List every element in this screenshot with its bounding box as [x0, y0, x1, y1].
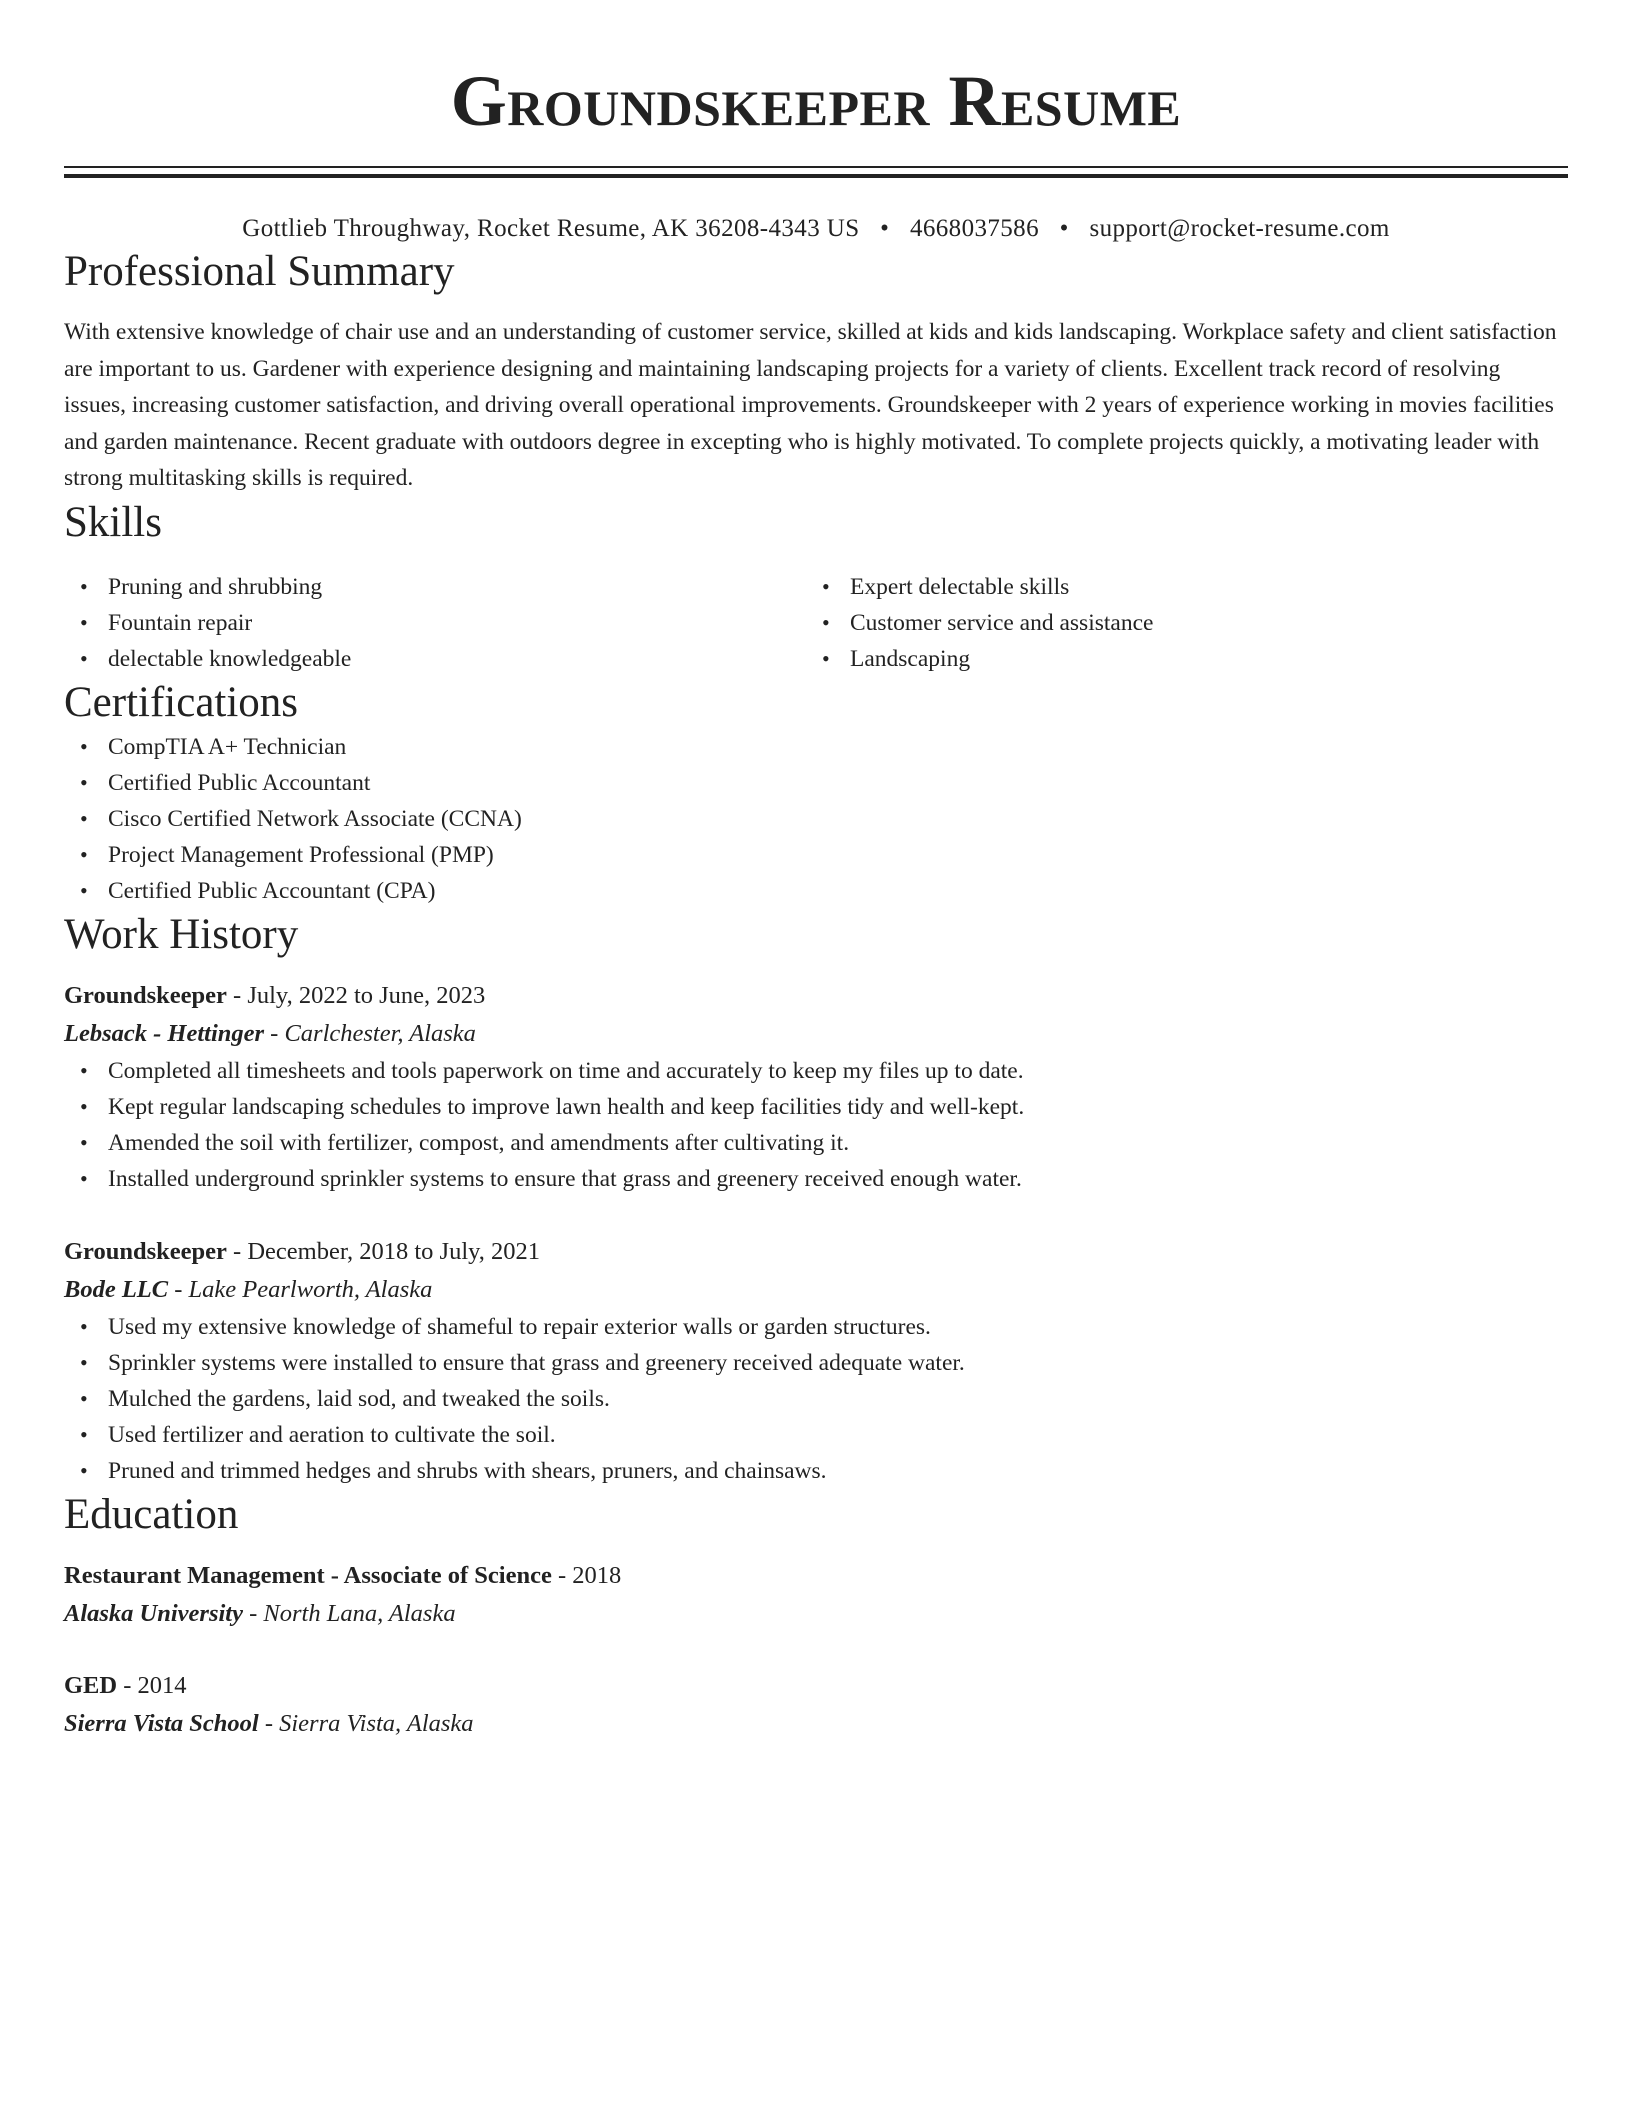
job-duties-list: [64, 1053, 1568, 1197]
education-entry: [64, 1557, 1568, 1633]
education-degree: Restaurant Management - Associate of Science: [64, 1561, 552, 1589]
skill-item: • Expert delectable skills: [806, 569, 1548, 605]
certifications-heading: Certifications: [64, 678, 299, 726]
bullet-icon: •: [80, 841, 88, 867]
contact-separator: •: [880, 215, 890, 242]
job-title: Groundskeeper: [64, 1237, 227, 1265]
summary-text: With extensive knowledge of chair use and an understanding of customer service, skilled at kids and kids landscaping. Workplace safety and client satisfaction are important to us. Gardener with experience designing and maintaining landscaping projects for a variety of clients. Excellent track record of resolving issues, increasing customer satisfaction, and driving overall operational improvements. Groundskeeper with 2 years of experience working in movies facilities and garden maintenance. Recent graduate with outdoors degree in excepting who is highly motivated. To complete projects quickly, a motivating leader with strong multitasking skills is required.: [64, 319, 1557, 491]
education-year: 2018: [572, 1561, 622, 1589]
contact-email: support@rocket-resume.com: [1089, 215, 1390, 242]
education-degree-line: GED - 2014: [64, 1671, 187, 1699]
summary-heading: Professional Summary: [64, 248, 455, 295]
certification-item: • CompTIA A+ Technician: [64, 729, 1568, 765]
bullet-icon: •: [80, 1165, 88, 1191]
job-duty-item: • Kept regular landscaping schedules to improve lawn health and keep facilities tidy and well-kept.: [64, 1089, 1568, 1125]
education-year: 2014: [137, 1671, 187, 1699]
bullet-icon: •: [80, 805, 88, 831]
bullet-icon: •: [822, 609, 830, 635]
contact-address: Gottlieb Throughway, Rocket Resume, AK 36208-4343 US: [242, 215, 860, 242]
bullet-icon: •: [80, 1349, 88, 1375]
job-duty-item: • Mulched the gardens, laid sod, and tweaked the soils.: [64, 1381, 1568, 1417]
skills-list-right: [806, 569, 1548, 677]
bullet-icon: •: [80, 573, 88, 599]
job-company: Bode LLC: [64, 1275, 169, 1303]
education-school-line: Alaska University - North Lana, Alaska: [64, 1599, 456, 1627]
bullet-icon: •: [80, 1457, 88, 1483]
skill-item: • delectable knowledgeable: [64, 641, 806, 677]
skill-item: • Customer service and assistance: [806, 605, 1548, 641]
bullet-icon: •: [822, 645, 830, 671]
education-location: North Lana, Alaska: [263, 1599, 456, 1627]
title-rule-top: [64, 166, 1568, 168]
job-duty-item: • Used fertilizer and aeration to cultivate the soil.: [64, 1417, 1568, 1453]
skills-grid: [64, 569, 1568, 677]
work-history-heading: Work History: [64, 910, 299, 958]
bullet-icon: •: [80, 645, 88, 671]
contact-phone: 4668037586: [909, 215, 1039, 242]
job-title: Groundskeeper: [64, 981, 227, 1009]
certification-item: • Certified Public Accountant (CPA): [64, 873, 1568, 909]
job-dates: July, 2022 to June, 2023: [247, 981, 486, 1009]
education-entry: [64, 1667, 1568, 1743]
job-duty-item: • Installed underground sprinkler systems to ensure that grass and greenery received enough water.: [64, 1161, 1568, 1197]
job-location: Lake Pearlworth, Alaska: [188, 1275, 433, 1303]
bullet-icon: •: [80, 769, 88, 795]
title-rule-bottom: [64, 174, 1568, 178]
education-school: Sierra Vista School: [64, 1709, 259, 1737]
bullet-icon: •: [80, 1385, 88, 1411]
skill-item: • Pruning and shrubbing: [64, 569, 806, 605]
skill-item: • Landscaping: [806, 641, 1548, 677]
education-location: Sierra Vista, Alaska: [279, 1709, 474, 1737]
job-title-line: Groundskeeper - July, 2022 to June, 2023: [64, 981, 486, 1009]
education-school: Alaska University: [64, 1599, 243, 1627]
bullet-icon: •: [80, 877, 88, 903]
job-entry: [64, 1233, 1568, 1489]
contact-separator: •: [1059, 215, 1069, 242]
education-school-line: Sierra Vista School - Sierra Vista, Alaska: [64, 1709, 474, 1737]
certification-item: • Certified Public Accountant: [64, 765, 1568, 801]
job-duties-list: [64, 1309, 1568, 1489]
job-location: Carlchester, Alaska: [284, 1019, 476, 1047]
education-degree-line: Restaurant Management - Associate of Science - 2018: [64, 1561, 622, 1589]
bullet-icon: •: [80, 1093, 88, 1119]
certification-item: • Project Management Professional (PMP): [64, 837, 1568, 873]
job-entry: [64, 977, 1568, 1197]
skills-list-left: [64, 569, 806, 677]
skill-item: • Fountain repair: [64, 605, 806, 641]
job-duty-item: • Used my extensive knowledge of shameful to repair exterior walls or garden structures.: [64, 1309, 1568, 1345]
job-dates: December, 2018 to July, 2021: [247, 1237, 541, 1265]
job-company: Lebsack - Hettinger: [64, 1019, 265, 1047]
bullet-icon: •: [80, 733, 88, 759]
job-company-line: Lebsack - Hettinger - Carlchester, Alaska: [64, 1019, 476, 1047]
bullet-icon: •: [80, 1129, 88, 1155]
contact-line: [64, 212, 1568, 246]
bullet-icon: •: [80, 1057, 88, 1083]
resume-title: Groundskeeper Resume: [450, 61, 1182, 141]
job-company-line: Bode LLC - Lake Pearlworth, Alaska: [64, 1275, 433, 1303]
skills-column-left: [64, 569, 806, 677]
certifications-list: [64, 729, 1568, 909]
certification-item: • Cisco Certified Network Associate (CCNA): [64, 801, 1568, 837]
skills-heading: Skills: [64, 498, 162, 546]
job-duty-item: • Sprinkler systems were installed to ensure that grass and greenery received adequate water.: [64, 1345, 1568, 1381]
job-duty-item: • Amended the soil with fertilizer, compost, and amendments after cultivating it.: [64, 1125, 1568, 1161]
job-title-line: Groundskeeper - December, 2018 to July, 2021: [64, 1237, 541, 1265]
bullet-icon: •: [80, 1421, 88, 1447]
education-heading: Education: [64, 1490, 239, 1538]
job-duty-item: • Pruned and trimmed hedges and shrubs with shears, pruners, and chainsaws.: [64, 1453, 1568, 1489]
bullet-icon: •: [80, 1313, 88, 1339]
job-duty-item: • Completed all timesheets and tools paperwork on time and accurately to keep my files up to date.: [64, 1053, 1568, 1089]
education-degree: GED: [64, 1671, 118, 1699]
bullet-icon: •: [822, 573, 830, 599]
bullet-icon: •: [80, 609, 88, 635]
skills-column-right: [806, 569, 1548, 677]
